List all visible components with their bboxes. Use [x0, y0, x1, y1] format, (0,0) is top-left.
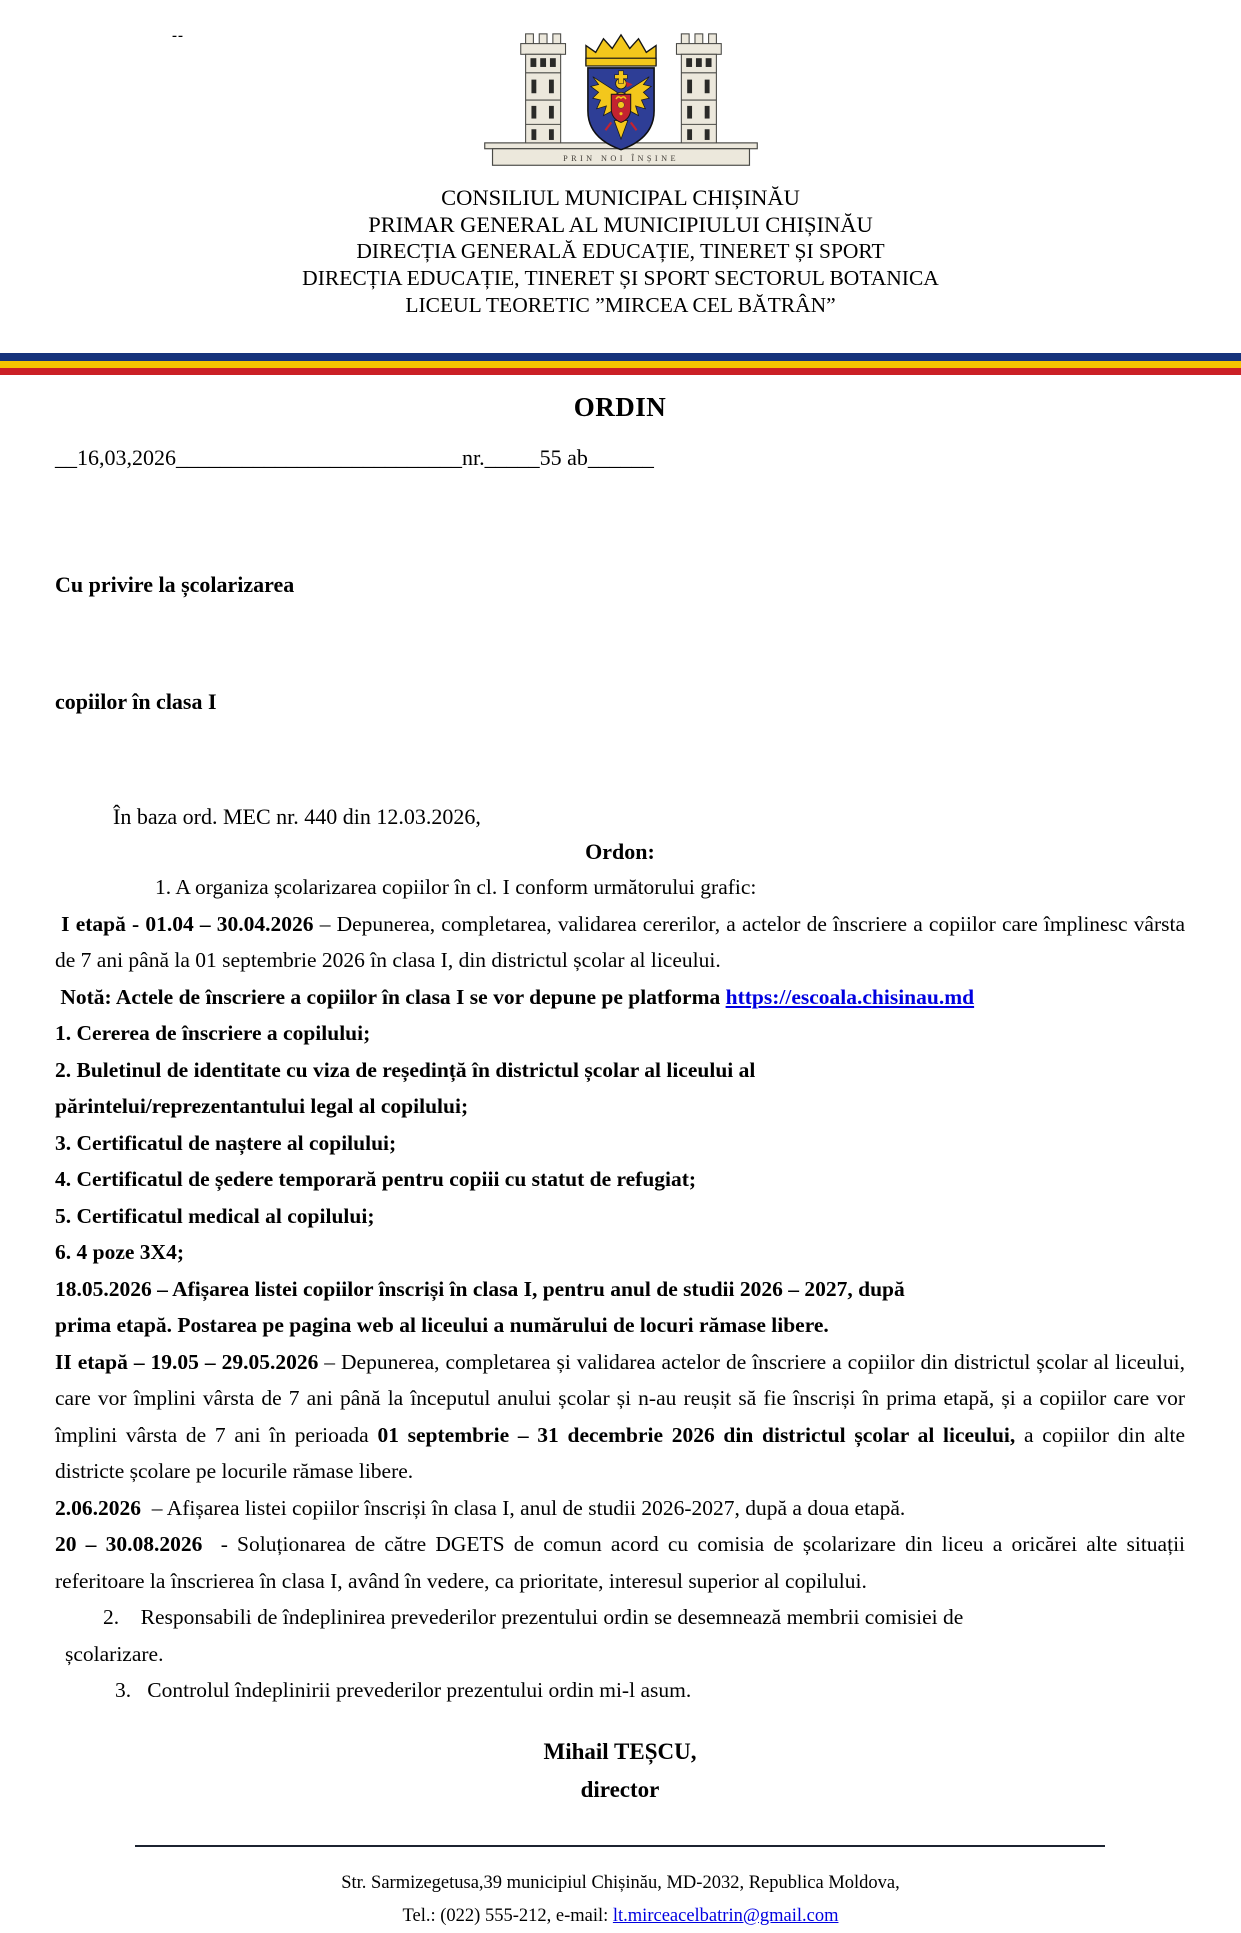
- provision-item1: 1. A organiza școlarizarea copiilor în cl. I conform următorului grafic:: [155, 875, 757, 899]
- letterhead-line: CONSILIUL MUNICIPAL CHIȘINĂU: [441, 185, 800, 210]
- footer-address: Str. Sarmizegetusa,39 municipiul Chișinău, MD-2032, Republica Moldova,: [341, 1872, 900, 1893]
- document-list-item: 1. Cererea de înscriere a copilului;: [55, 1021, 371, 1045]
- date-number-line: __16,03,2026__________________________nr._____55 ab______: [55, 445, 654, 470]
- order-provisions: [55, 869, 1191, 1709]
- document-list-item: 5. Certificatul medical al copilului;: [55, 1203, 375, 1228]
- letterhead-line: DIRECȚIA EDUCAȚIE, TINERET ȘI SPORT SECTORUL BOTANICA: [302, 266, 939, 290]
- legal-basis-line: În baza ord. MEC nr. 440 din 12.03.2026,: [113, 804, 481, 829]
- text-run: 20 – 30.08.2026: [55, 1532, 212, 1556]
- document-list-item: 2. Buletinul de identitate cu viza de reședință în districtul școlar al liceului al: [55, 1057, 756, 1082]
- emblem-area: [0, 0, 1241, 178]
- provision-item2-line: școlarizare.: [65, 1641, 164, 1666]
- page-top-mark: --: [172, 28, 184, 44]
- subject-line: copiilor în clasa I: [55, 689, 217, 714]
- nota-paragraph: [55, 979, 1185, 1016]
- document-list-item: 4. Certificatul de ședere temporară pentru copiii cu statut de refugiat;: [55, 1167, 697, 1191]
- signatory-name: Mihail TEȘCU,: [543, 1738, 697, 1764]
- small-red-shield: [611, 94, 630, 122]
- right-tower: [676, 34, 721, 143]
- text-run: a copiilor din alte districte școlare pe locurile rămase libere.: [55, 1422, 1191, 1483]
- text-run: Tel.: (022) 555-212, e-mail:: [402, 1905, 613, 1926]
- signature-block: [55, 1733, 1185, 1809]
- footer-divider: [135, 1845, 1105, 1847]
- tricolor-stripe: [0, 353, 1241, 375]
- letterhead-line: PRIMAR GENERAL AL MUNICIPIULUI CHIȘINĂU: [368, 212, 873, 237]
- hyperlink[interactable]: lt.mirceacelbatrin@gmail.com: [612, 1905, 839, 1926]
- document-list-item: părintelui/reprezentantului legal al copilului;: [55, 1094, 469, 1118]
- provision-item3: 3. Controlul îndeplinirii prevederilor prezentului ordin mi-l asum.: [115, 1678, 692, 1702]
- stage2-paragraph: [55, 1344, 1191, 1490]
- order-title: ORDIN: [573, 392, 667, 422]
- hyperlink[interactable]: https://escoala.chisinau.md: [725, 984, 975, 1009]
- signatory-role: director: [580, 1776, 660, 1802]
- stage1-results-line: prima etapă. Postarea pe pagina web al liceului a numărului de locuri rămase libere.: [55, 1313, 829, 1337]
- text-run: – Depunerea, completarea, validarea cererilor, a actelor de înscriere a copiilor care împlinesc vârsta de 7 ani până la 01 septembrie 2026 în clasa I, din districtul școlar al liceului.: [55, 911, 1191, 972]
- stage2-results-line: [55, 1490, 1185, 1527]
- footer-contacts: [0, 1900, 1241, 1933]
- footer: [0, 1867, 1241, 1933]
- letterhead: [0, 184, 1241, 319]
- text-run: 01 septembrie – 31 decembrie 2026 din districtul școlar al liceului,: [377, 1422, 1016, 1447]
- document-list-item: 6. 4 poze 3X4;: [55, 1240, 184, 1264]
- text-run: II etapă – 19.05 – 29.05.2026: [55, 1349, 325, 1374]
- subject-block: [55, 487, 1185, 799]
- text-run: – Afișarea listei copiilor înscriși în clasa I, anul de studii 2026-2027, după a doua etapă.: [146, 1495, 906, 1520]
- document-body: [55, 392, 1191, 1809]
- left-tower: [520, 34, 565, 143]
- document-list-item: 3. Certificatul de naștere al copilului;: [55, 1130, 397, 1155]
- dgets-paragraph: [55, 1526, 1191, 1599]
- stage1-paragraph: [55, 906, 1191, 979]
- subject-line: Cu privire la școlarizarea: [55, 572, 295, 597]
- stripe-yellow: [0, 361, 1241, 368]
- stripe-blue: [0, 353, 1241, 361]
- chisinau-coat-of-arms: [475, 28, 767, 176]
- provision-item2-line: 2. Responsabili de îndeplinirea prevederilor prezentului ordin se desemnează membrii comisiei de: [103, 1605, 964, 1629]
- shield: [587, 68, 653, 150]
- motto-text: PRIN NOI ÎNȘINE: [562, 153, 679, 163]
- crown: [585, 35, 655, 66]
- letterhead-line: LICEUL TEORETIC ”MIRCEA CEL BĂTRÂN”: [405, 293, 836, 317]
- text-run: I etapă - 01.04 – 30.04.2026: [55, 911, 320, 936]
- text-run: – Depunerea, completarea și validarea actelor de înscriere a copiilor din districtul școlar al liceului, care vor împlini vârsta de 7 ani până la începutul anului școlar și n-au reușit să fie înscriși în prima etapă, și a copiilor care vor împlini vârsta de 7 ani în perioada: [55, 1349, 1191, 1447]
- text-run: 2.06.2026: [55, 1495, 147, 1520]
- ordon-heading: Ordon:: [585, 839, 655, 864]
- stage1-results-line: 18.05.2026 – Afișarea listei copiilor înscriși în clasa I, pentru anul de studii 2026 – 2027, după: [55, 1276, 905, 1301]
- text-run: Notă: Actele de înscriere a copiilor în clasa I se vor depune pe platforma: [55, 984, 726, 1009]
- stripe-red: [0, 368, 1241, 375]
- letterhead-line: DIRECȚIA GENERALĂ EDUCAȚIE, TINERET ȘI SPORT: [356, 239, 885, 263]
- text-run: - Soluționarea de către DGETS de comun acord cu comisia de școlarizare din liceu a oricărei alte situații referitoare la înscrierea în clasa I, având în vedere, ca prioritate, interesul superior al copilului.: [55, 1532, 1191, 1593]
